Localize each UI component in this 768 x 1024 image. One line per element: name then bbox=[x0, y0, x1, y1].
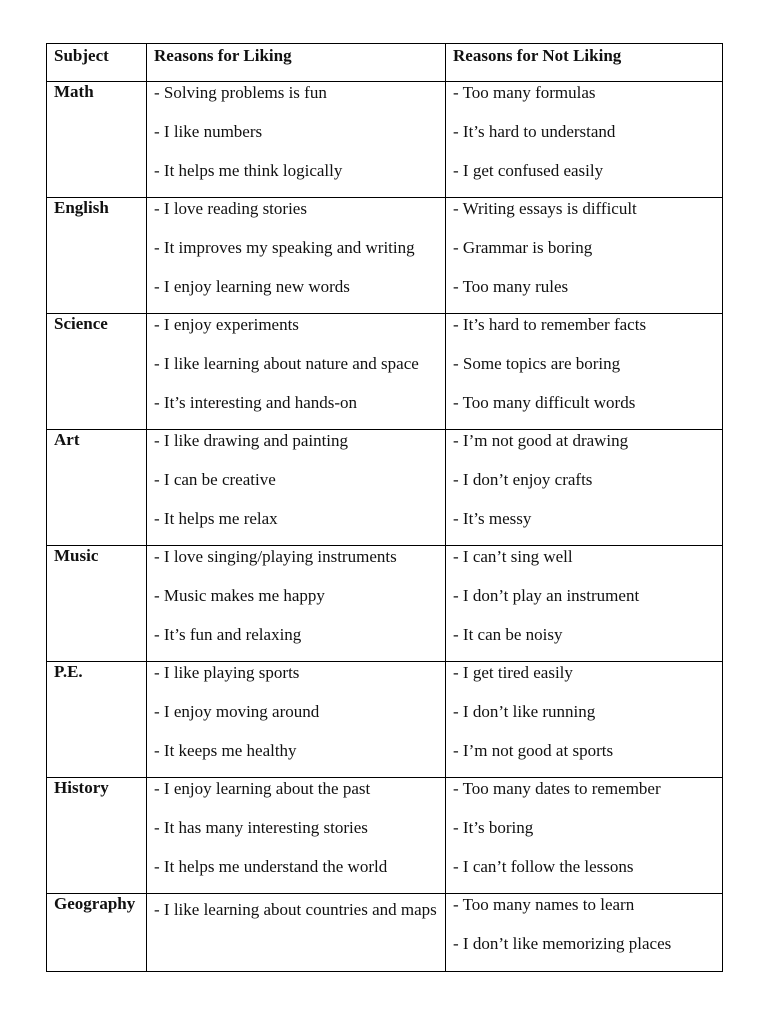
table-row bbox=[47, 82, 723, 198]
liking-cell bbox=[147, 82, 446, 198]
not-liking-reason: - It can be noisy bbox=[453, 625, 563, 644]
liking-reason: - I like playing sports bbox=[154, 663, 300, 682]
header-subject: Subject bbox=[47, 44, 147, 82]
liking-reason: - It improves my speaking and writing bbox=[154, 238, 415, 257]
liking-reason: - I like learning about nature and space bbox=[154, 354, 419, 373]
header-reasons-liking: Reasons for Liking bbox=[147, 44, 446, 82]
table-row bbox=[47, 894, 723, 972]
subject-cell: Math bbox=[47, 82, 147, 198]
liking-reason: - I enjoy learning new words bbox=[154, 277, 350, 296]
not-liking-reason: - I can’t sing well bbox=[453, 547, 573, 566]
not-liking-reason: - I get confused easily bbox=[453, 161, 604, 180]
table-header-row bbox=[47, 44, 723, 82]
not-liking-reason: - Too many rules bbox=[453, 277, 569, 296]
liking-reason: - Solving problems is fun bbox=[154, 83, 327, 102]
not-liking-reason: - I can’t follow the lessons bbox=[453, 857, 634, 876]
liking-reason: - I can be creative bbox=[154, 470, 276, 489]
table-row bbox=[47, 430, 723, 546]
liking-reason: - Music makes me happy bbox=[154, 586, 325, 605]
subject-cell: English bbox=[47, 198, 147, 314]
subjects-table bbox=[46, 43, 723, 972]
liking-reason: - It has many interesting stories bbox=[154, 818, 368, 837]
not-liking-reason: - I don’t play an instrument bbox=[453, 586, 640, 605]
header-reasons-not-liking: Reasons for Not Liking bbox=[446, 44, 723, 82]
not-liking-reason: - I’m not good at sports bbox=[453, 741, 614, 760]
not-liking-cell bbox=[446, 82, 723, 198]
not-liking-reason: - Some topics are boring bbox=[453, 354, 621, 373]
liking-cell bbox=[147, 894, 446, 972]
subject-cell: Art bbox=[47, 430, 147, 546]
liking-cell bbox=[147, 314, 446, 430]
liking-cell bbox=[147, 662, 446, 778]
not-liking-reason: - Grammar is boring bbox=[453, 238, 593, 257]
table-row bbox=[47, 198, 723, 314]
liking-reason: - I enjoy moving around bbox=[154, 702, 320, 721]
not-liking-reason: - Too many formulas bbox=[453, 83, 596, 102]
not-liking-reason: - I’m not good at drawing bbox=[453, 431, 629, 450]
not-liking-reason: - I don’t like memorizing places bbox=[453, 934, 672, 953]
not-liking-reason: - Too many names to learn bbox=[453, 895, 635, 914]
liking-cell bbox=[147, 546, 446, 662]
liking-reason: - I like numbers bbox=[154, 122, 263, 141]
liking-cell bbox=[147, 198, 446, 314]
not-liking-cell bbox=[446, 198, 723, 314]
liking-reason: - It helps me relax bbox=[154, 509, 278, 528]
liking-cell bbox=[147, 430, 446, 546]
liking-reason: - It’s fun and relaxing bbox=[154, 625, 302, 644]
not-liking-reason: - I don’t enjoy crafts bbox=[453, 470, 593, 489]
table-row bbox=[47, 778, 723, 894]
liking-cell bbox=[147, 778, 446, 894]
liking-reason: - I enjoy experiments bbox=[154, 315, 299, 334]
not-liking-reason: - Too many dates to remember bbox=[453, 779, 661, 798]
not-liking-reason: - Writing essays is difficult bbox=[453, 199, 637, 218]
not-liking-cell bbox=[446, 662, 723, 778]
not-liking-reason: - It’s hard to remember facts bbox=[453, 315, 647, 334]
liking-reason: - It helps me think logically bbox=[154, 161, 343, 180]
liking-reason: - I enjoy learning about the past bbox=[154, 779, 371, 798]
not-liking-reason: - I don’t like running bbox=[453, 702, 596, 721]
liking-reason: - I like drawing and painting bbox=[154, 431, 349, 450]
liking-reason: - I love singing/playing instruments bbox=[154, 547, 397, 566]
subject-cell: Geography bbox=[47, 894, 147, 972]
not-liking-reason: - Too many difficult words bbox=[453, 393, 636, 412]
liking-reason: - It’s interesting and hands-on bbox=[154, 393, 358, 412]
subject-cell: P.E. bbox=[47, 662, 147, 778]
not-liking-cell bbox=[446, 894, 723, 972]
not-liking-reason: - It’s hard to understand bbox=[453, 122, 616, 141]
not-liking-cell bbox=[446, 430, 723, 546]
liking-reason: - I like learning about countries and maps bbox=[154, 900, 437, 919]
liking-reason: - It helps me understand the world bbox=[154, 857, 388, 876]
subject-cell: Music bbox=[47, 546, 147, 662]
not-liking-cell bbox=[446, 546, 723, 662]
not-liking-cell bbox=[446, 314, 723, 430]
table-row bbox=[47, 314, 723, 430]
not-liking-reason: - I get tired easily bbox=[453, 663, 573, 682]
liking-reason: - It keeps me healthy bbox=[154, 741, 297, 760]
not-liking-reason: - It’s messy bbox=[453, 509, 532, 528]
subject-cell: Science bbox=[47, 314, 147, 430]
subject-cell: History bbox=[47, 778, 147, 894]
table-row bbox=[47, 546, 723, 662]
not-liking-cell bbox=[446, 778, 723, 894]
not-liking-reason: - It’s boring bbox=[453, 818, 534, 837]
table-row bbox=[47, 662, 723, 778]
liking-reason: - I love reading stories bbox=[154, 199, 307, 218]
